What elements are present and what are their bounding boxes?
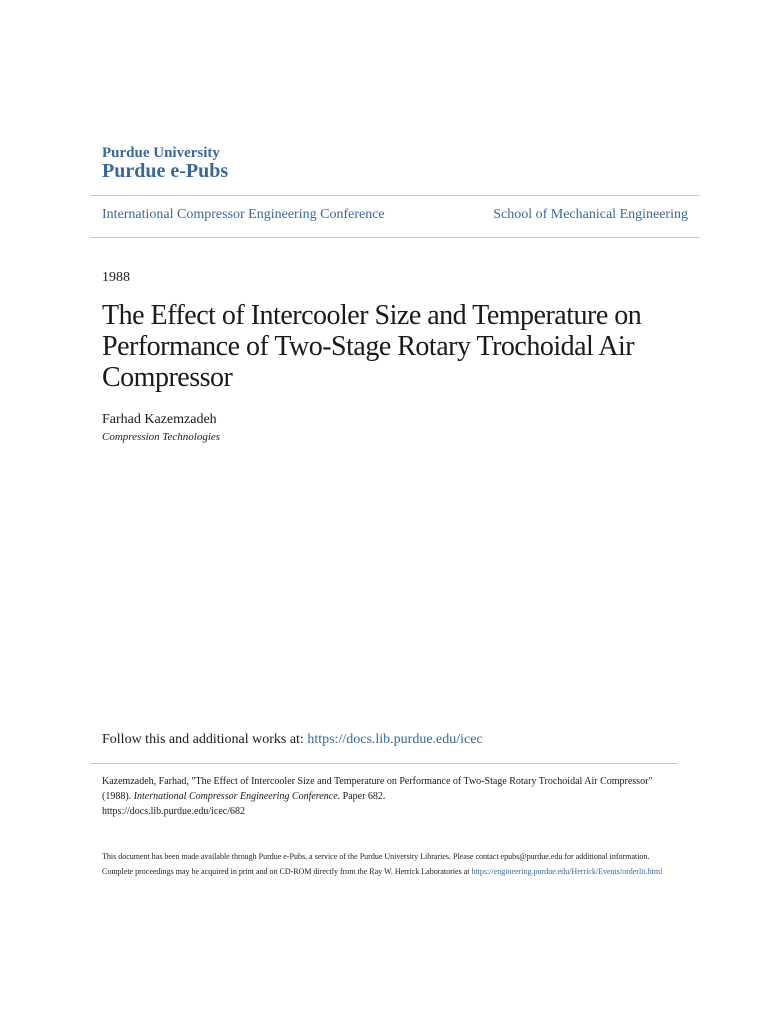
notice-line-2-text: Complete proceedings may be acquired in print and on CD-ROM directly from the Ray W. Herrick Laboratories at xyxy=(102,866,472,876)
citation-paper-number: . Paper 682. xyxy=(337,791,386,802)
follow-label: Follow this and additional works at: xyxy=(102,732,308,747)
author-affiliation: Compression Technologies xyxy=(102,431,221,443)
notice-line-2 xyxy=(102,865,677,880)
notice-line-1: This document has been made available through Purdue e-Pubs, a service of the Purdue University Libraries. Please contact epubs@purdue.edu for additional information. xyxy=(102,852,650,861)
availability-notice xyxy=(102,850,677,879)
university-name: Purdue University xyxy=(102,145,220,161)
conference-link[interactable]: International Compressor Engineering Conference xyxy=(102,207,385,222)
citation-block xyxy=(102,774,662,819)
follow-line xyxy=(102,732,483,748)
citation-text: Kazemzadeh, Farhad, "The Effect of Intercooler Size and Temperature on Performance of Two-Stage Rotary Trochoidal Air Compressor" (1988). xyxy=(102,776,653,802)
publication-year: 1988 xyxy=(102,270,130,285)
author-name: Farhad Kazemzadeh xyxy=(102,412,217,427)
divider-top xyxy=(90,195,700,196)
divider-nav xyxy=(90,237,700,238)
citation-url: https://docs.lib.purdue.edu/icec/682 xyxy=(102,806,246,817)
follow-url-link[interactable]: https://docs.lib.purdue.edu/icec xyxy=(307,732,483,747)
repository-name: Purdue e-Pubs xyxy=(102,160,229,182)
divider-citation xyxy=(90,763,678,764)
school-link[interactable]: School of Mechanical Engineering xyxy=(493,207,688,222)
herrick-orderlit-link[interactable]: https://engineering.purdue.edu/Herrick/Events/orderlit.html xyxy=(471,866,663,876)
citation-venue: International Compressor Engineering Conference xyxy=(133,791,338,802)
paper-title: The Effect of Intercooler Size and Temperature on Performance of Two-Stage Rotary Trochoidal Air Compressor xyxy=(102,300,642,393)
